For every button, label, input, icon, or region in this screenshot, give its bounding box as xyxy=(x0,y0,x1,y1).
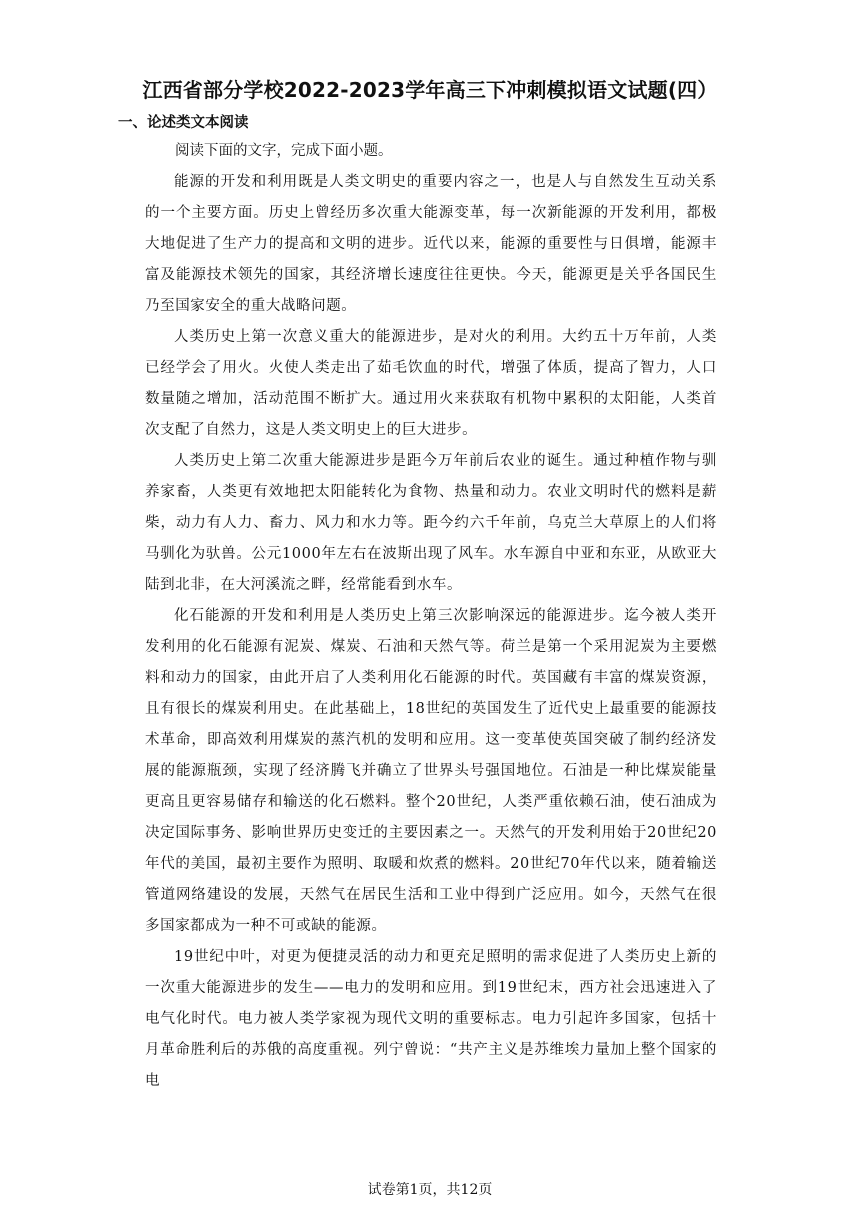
passage-paragraph-4: 化石能源的开发和利用是人类历史上第三次影响深远的能源进步。迄今被人类开发利用的化石能源有泥炭、煤炭、石油和天然气等。荷兰是第一个采用泥炭为主要燃料和动力的国家，由此开启了人类利用化石能源的时代。英国藏有丰富的煤炭资源，且有很长的煤炭利用史。在此基础上，18世纪的英国发生了近代史上最重要的能源技术革命，即高效利用煤炭的蒸汽机的发明和应用。这一变革使英国突破了制约经济发展的能源瓶颈，实现了经济腾飞并确立了世界头号强国地位。石油是一种比煤炭能量更高且更容易储存和输送的化石燃料。整个20世纪，人类严重依赖石油，使石油成为决定国际事务、影响世界历史变迁的主要因素之一。天然气的开发利用始于20世纪20年代的美国，最初主要作为照明、取暖和炊煮的燃料。20世纪70年代以来，随着输送管道网络建设的发展，天然气在居民生活和工业中得到广泛应用。如今，天然气在很多国家都成为一种不可或缺的能源。 xyxy=(145,608,717,934)
passage-paragraph-2: 人类历史上第一次意义重大的能源进步，是对火的利用。大约五十万年前，人类已经学会了用火。火使人类走出了茹毛饮血的时代，增强了体质，提高了智力，人口数量随之增加，活动范围不断扩大。通过用火来获取有机物中累积的太阳能，人类首次支配了自然力，这是人类文明史上的巨大进步。 xyxy=(145,329,717,438)
reading-passage xyxy=(145,167,717,1097)
passage-paragraph-1: 能源的开发和利用既是人类文明史的重要内容之一，也是人与自然发生互动关系的一个主要方面。历史上曾经历多次重大能源变革，每一次新能源的开发利用，都极大地促进了生产力的提高和文明的进步。近代以来，能源的重要性与日俱增，能源丰富及能源技术领先的国家，其经济增长速度往往更快。今天，能源更是关乎各国民生乃至国家安全的重大战略问题。 xyxy=(145,174,717,314)
section-heading: 一、论述类文本阅读 xyxy=(118,115,249,131)
passage-paragraph-5: 19世纪中叶，对更为便捷灵活的动力和更充足照明的需求促进了人类历史上新的一次重大能源进步的发生——电力的发明和应用。到19世纪末，西方社会迅速进入了电气化时代。电力被人类学家视为现代文明的重要标志。电力引起许多国家，包括十月革命胜利后的苏俄的高度重视。列宁曾说：“共产主义是苏维埃力量加上整个国家的电 xyxy=(145,949,717,1089)
reading-instruction: 阅读下面的文字，完成下面小题。 xyxy=(175,143,393,159)
passage-paragraph-3: 人类历史上第二次重大能源进步是距今万年前后农业的诞生。通过种植作物与驯养家畜，人类更有效地把太阳能转化为食物、热量和动力。农业文明时代的燃料是薪柴，动力有人力、畜力、风力和水力等。距今约六千年前，乌克兰大草原上的人们将马驯化为驮兽。公元1000年左右在波斯出现了风车。水车源自中亚和东亚，从欧亚大陆到北非，在大河溪流之畔，经常能看到水车。 xyxy=(145,453,717,593)
page-footer: 试卷第1页，共12页 xyxy=(367,1182,493,1198)
document-title: 江西省部分学校2022-2023学年高三下冲刺模拟语文试题(四） xyxy=(142,78,718,102)
